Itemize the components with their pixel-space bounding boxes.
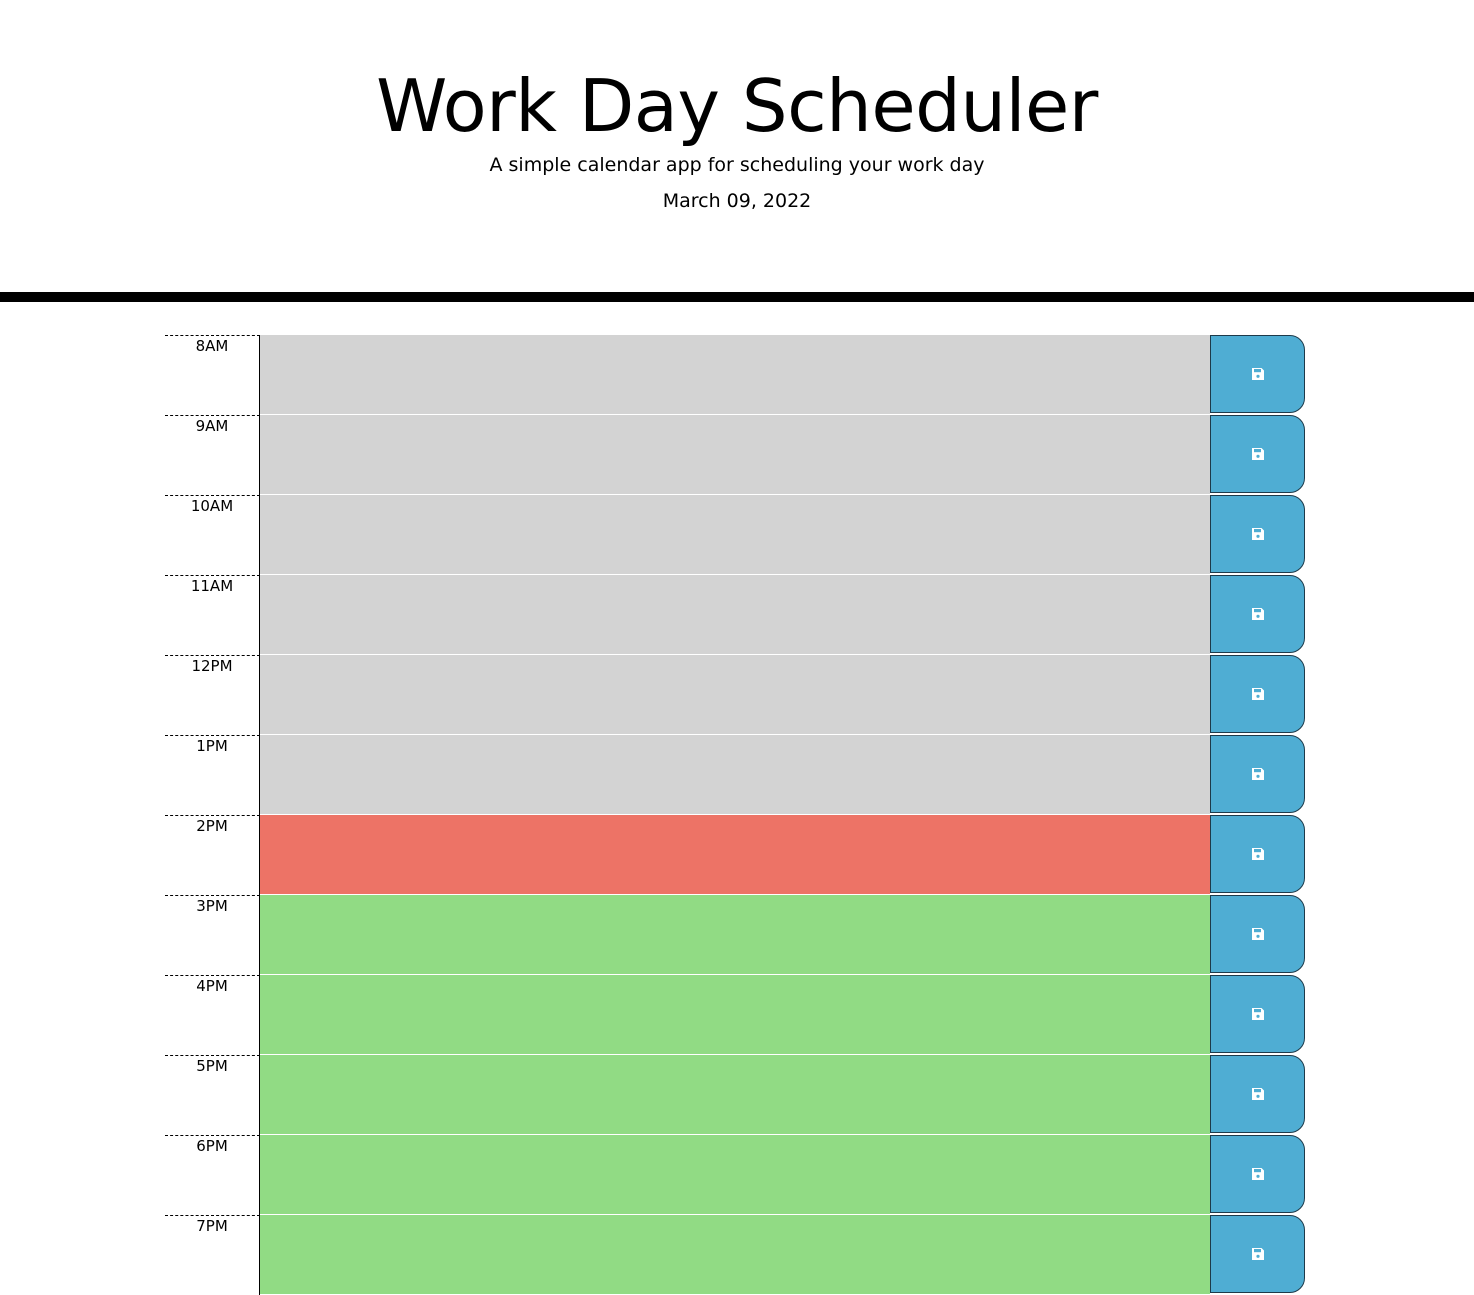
save-icon [1251,767,1265,781]
timeblock-row [165,895,1305,975]
save-button[interactable] [1210,335,1305,413]
timeblock-row [165,415,1305,495]
hour-label: 3PM [165,895,260,975]
hour-label: 12PM [165,655,260,735]
save-button[interactable] [1210,1215,1305,1293]
save-button[interactable] [1210,1135,1305,1213]
event-description-input[interactable] [260,335,1210,415]
event-description-input[interactable] [260,575,1210,655]
hour-label: 4PM [165,975,260,1055]
event-description-input[interactable] [260,895,1210,975]
save-button[interactable] [1210,575,1305,653]
save-button[interactable] [1210,655,1305,733]
event-description-input[interactable] [260,1055,1210,1135]
event-description-input[interactable] [260,495,1210,575]
hour-label: 1PM [165,735,260,815]
event-description-input[interactable] [260,735,1210,815]
schedule-container [165,335,1305,1295]
timeblock-row [165,1135,1305,1215]
save-button[interactable] [1210,735,1305,813]
save-icon [1251,607,1265,621]
timeblock-row [165,815,1305,895]
save-icon [1251,1167,1265,1181]
save-button[interactable] [1210,895,1305,973]
timeblock-row [165,1215,1305,1295]
hour-label: 7PM [165,1215,260,1295]
event-description-input[interactable] [260,815,1210,895]
save-button[interactable] [1210,975,1305,1053]
timeblock-row [165,495,1305,575]
timeblock-row [165,1055,1305,1135]
event-description-input[interactable] [260,655,1210,735]
timeblock-row [165,655,1305,735]
save-button[interactable] [1210,495,1305,573]
hour-label: 10AM [165,495,260,575]
save-button[interactable] [1210,415,1305,493]
save-icon [1251,687,1265,701]
timeblock-row [165,735,1305,815]
hour-label: 8AM [165,335,260,415]
timeblock-row [165,575,1305,655]
hour-label: 5PM [165,1055,260,1135]
save-icon [1251,1247,1265,1261]
event-description-input[interactable] [260,1215,1210,1295]
hour-label: 11AM [165,575,260,655]
page-title: Work Day Scheduler [376,64,1098,148]
page-subtitle: A simple calendar app for scheduling your work day [489,154,985,176]
hour-label: 6PM [165,1135,260,1215]
page-header [0,0,1474,302]
save-icon [1251,847,1265,861]
hour-label: 9AM [165,415,260,495]
save-icon [1251,1087,1265,1101]
save-icon [1251,447,1265,461]
save-button[interactable] [1210,815,1305,893]
timeblock-row [165,975,1305,1055]
current-date: March 09, 2022 [662,190,812,212]
event-description-input[interactable] [260,975,1210,1055]
event-description-input[interactable] [260,415,1210,495]
save-button[interactable] [1210,1055,1305,1133]
save-icon [1251,527,1265,541]
event-description-input[interactable] [260,1135,1210,1215]
save-icon [1251,1007,1265,1021]
save-icon [1251,927,1265,941]
timeblock-row [165,335,1305,415]
hour-label: 2PM [165,815,260,895]
save-icon [1251,367,1265,381]
